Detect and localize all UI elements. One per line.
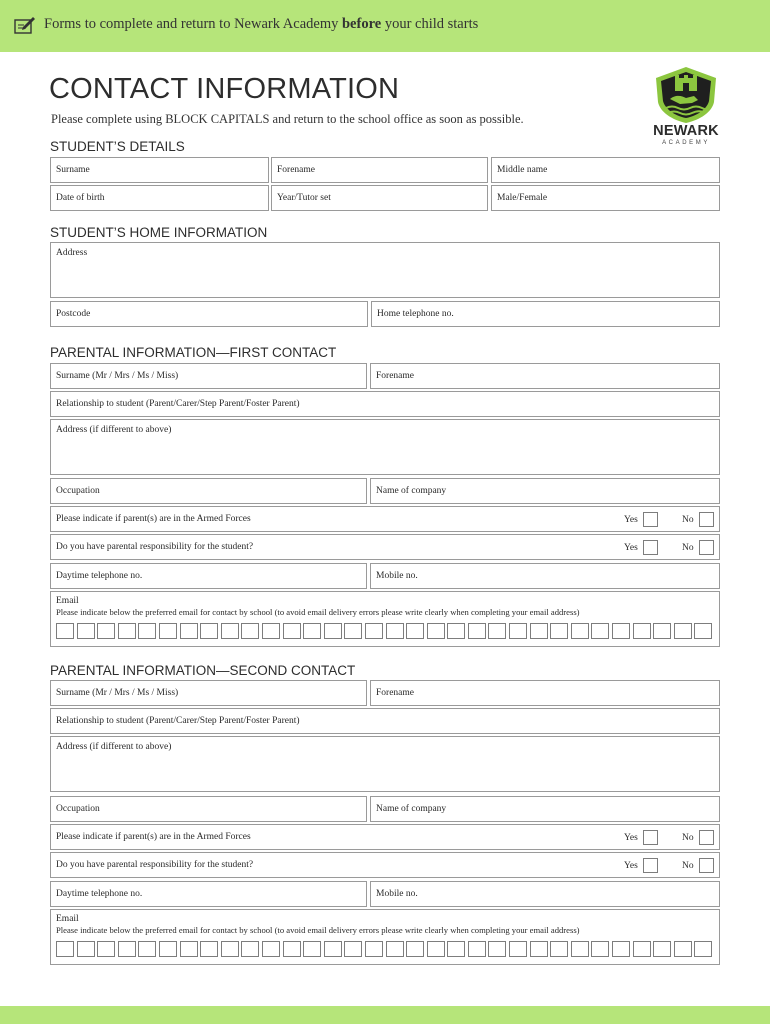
first-email-label: Email bbox=[56, 596, 79, 606]
student-forename-label: Forename bbox=[277, 165, 315, 175]
email-char-cell[interactable] bbox=[56, 941, 74, 957]
email-char-cell[interactable] bbox=[468, 623, 486, 639]
first-daytime-tel-field[interactable] bbox=[50, 563, 367, 589]
first-armed-forces-no-checkbox[interactable] bbox=[699, 512, 714, 527]
second-responsibility-label: Do you have parental responsibility for the student? bbox=[56, 860, 254, 870]
second-daytime-tel-label: Daytime telephone no. bbox=[56, 889, 143, 899]
email-char-cell[interactable] bbox=[612, 623, 630, 639]
email-char-cell[interactable] bbox=[303, 941, 321, 957]
logo-wordmark: NEWARK bbox=[653, 123, 719, 139]
email-char-cell[interactable] bbox=[509, 623, 527, 639]
home-postcode-label: Postcode bbox=[56, 309, 91, 319]
home-address-field[interactable] bbox=[50, 242, 720, 298]
email-char-cell[interactable] bbox=[221, 623, 239, 639]
second-armed-forces-label: Please indicate if parent(s) are in the Armed Forces bbox=[56, 832, 251, 842]
email-char-cell[interactable] bbox=[97, 941, 115, 957]
second-forename-field[interactable] bbox=[370, 680, 720, 706]
first-occupation-field[interactable] bbox=[50, 478, 367, 504]
email-char-cell[interactable] bbox=[591, 623, 609, 639]
first-armed-forces-row bbox=[50, 506, 720, 532]
second-email-hint: Please indicate below the preferred email for contact by school (to avoid email delivery errors please write clearly when completing your email address) bbox=[56, 925, 580, 935]
email-char-cell[interactable] bbox=[180, 941, 198, 957]
yes-label: Yes bbox=[624, 543, 638, 553]
first-occupation-label: Occupation bbox=[56, 486, 100, 496]
email-char-cell[interactable] bbox=[344, 941, 362, 957]
home-postcode-field[interactable] bbox=[50, 301, 368, 327]
no-label: No bbox=[682, 515, 694, 525]
second-company-label: Name of company bbox=[376, 804, 447, 814]
email-char-cell[interactable] bbox=[344, 623, 362, 639]
email-char-cell[interactable] bbox=[591, 941, 609, 957]
email-char-cell[interactable] bbox=[653, 941, 671, 957]
student-forename-field[interactable] bbox=[271, 157, 488, 183]
second-armed-forces-row bbox=[50, 824, 720, 850]
second-address-field[interactable] bbox=[50, 736, 720, 792]
email-char-cell[interactable] bbox=[386, 623, 404, 639]
second-relationship-field[interactable] bbox=[50, 708, 720, 734]
first-daytime-tel-label: Daytime telephone no. bbox=[56, 571, 143, 581]
email-char-cell[interactable] bbox=[200, 941, 218, 957]
email-char-cell[interactable] bbox=[447, 941, 465, 957]
email-char-cell[interactable] bbox=[612, 941, 630, 957]
email-char-cell[interactable] bbox=[509, 941, 527, 957]
email-char-cell[interactable] bbox=[324, 941, 342, 957]
email-char-cell[interactable] bbox=[386, 941, 404, 957]
student-surname-field[interactable] bbox=[50, 157, 269, 183]
email-char-cell[interactable] bbox=[262, 623, 280, 639]
shield-icon bbox=[650, 66, 722, 124]
second-contact-heading: PARENTAL INFORMATION—SECOND CONTACT bbox=[50, 663, 356, 678]
first-relationship-field[interactable] bbox=[50, 391, 720, 417]
second-relationship-label: Relationship to student (Parent/Carer/Step Parent/Foster Parent) bbox=[56, 716, 300, 726]
email-char-cell[interactable] bbox=[550, 623, 568, 639]
home-address-label: Address bbox=[56, 248, 88, 258]
second-responsibility-yes-checkbox[interactable] bbox=[643, 858, 658, 873]
email-char-cell[interactable] bbox=[283, 941, 301, 957]
yes-label: Yes bbox=[624, 833, 638, 843]
second-company-field[interactable] bbox=[370, 796, 720, 822]
second-armed-forces-yes-checkbox[interactable] bbox=[643, 830, 658, 845]
first-mobile-field[interactable] bbox=[370, 563, 720, 589]
home-telephone-field[interactable] bbox=[371, 301, 720, 327]
first-armed-forces-label: Please indicate if parent(s) are in the Armed Forces bbox=[56, 514, 251, 524]
email-char-cell[interactable] bbox=[674, 623, 692, 639]
email-char-cell[interactable] bbox=[241, 623, 259, 639]
email-char-cell[interactable] bbox=[221, 941, 239, 957]
second-surname-field[interactable] bbox=[50, 680, 367, 706]
second-surname-label: Surname (Mr / Mrs / Ms / Miss) bbox=[56, 688, 179, 698]
email-char-cell[interactable] bbox=[365, 623, 383, 639]
first-relationship-label: Relationship to student (Parent/Carer/Step Parent/Foster Parent) bbox=[56, 399, 300, 409]
student-middle-name-field[interactable] bbox=[491, 157, 720, 183]
second-forename-label: Forename bbox=[376, 688, 414, 698]
first-surname-label: Surname (Mr / Mrs / Ms / Miss) bbox=[56, 371, 179, 381]
email-char-cell[interactable] bbox=[653, 623, 671, 639]
email-char-cell[interactable] bbox=[77, 623, 95, 639]
email-char-cell[interactable] bbox=[138, 623, 156, 639]
form-pen-icon bbox=[14, 15, 36, 35]
first-responsibility-yes-checkbox[interactable] bbox=[643, 540, 658, 555]
student-year-label: Year/Tutor set bbox=[277, 193, 331, 203]
second-responsibility-row bbox=[50, 852, 720, 878]
second-armed-forces-no-checkbox[interactable] bbox=[699, 830, 714, 845]
email-char-cell[interactable] bbox=[530, 941, 548, 957]
student-gender-label: Male/Female bbox=[497, 193, 548, 203]
second-occupation-field[interactable] bbox=[50, 796, 367, 822]
first-address-label: Address (if different to above) bbox=[56, 425, 172, 435]
second-mobile-label: Mobile no. bbox=[376, 889, 418, 899]
first-email-section bbox=[50, 591, 720, 647]
first-email-cells[interactable] bbox=[56, 623, 715, 639]
first-armed-forces-yes-checkbox[interactable] bbox=[643, 512, 658, 527]
first-responsibility-no-checkbox[interactable] bbox=[699, 540, 714, 555]
email-char-cell[interactable] bbox=[633, 941, 651, 957]
first-company-field[interactable] bbox=[370, 478, 720, 504]
student-surname-label: Surname bbox=[56, 165, 90, 175]
email-char-cell[interactable] bbox=[262, 941, 280, 957]
first-responsibility-row bbox=[50, 534, 720, 560]
header-title: Forms to complete and return to Newark Academy before your child starts bbox=[44, 16, 479, 32]
first-mobile-label: Mobile no. bbox=[376, 571, 418, 581]
email-char-cell[interactable] bbox=[571, 623, 589, 639]
second-occupation-label: Occupation bbox=[56, 804, 100, 814]
second-mobile-field[interactable] bbox=[370, 881, 720, 907]
newark-academy-logo bbox=[650, 66, 725, 152]
home-telephone-label: Home telephone no. bbox=[377, 309, 454, 319]
email-char-cell[interactable] bbox=[447, 623, 465, 639]
email-char-cell[interactable] bbox=[324, 623, 342, 639]
email-char-cell[interactable] bbox=[488, 623, 506, 639]
footer-bar bbox=[0, 1006, 770, 1024]
email-char-cell[interactable] bbox=[427, 941, 445, 957]
first-email-hint: Please indicate below the preferred email for contact by school (to avoid email delivery errors please write clearly when completing your email address) bbox=[56, 607, 580, 617]
email-char-cell[interactable] bbox=[77, 941, 95, 957]
email-char-cell[interactable] bbox=[694, 623, 712, 639]
student-dob-label: Date of birth bbox=[56, 193, 105, 203]
first-address-field[interactable] bbox=[50, 419, 720, 475]
email-char-cell[interactable] bbox=[427, 623, 445, 639]
first-surname-field[interactable] bbox=[50, 363, 367, 389]
student-gender-field[interactable] bbox=[491, 185, 720, 211]
email-char-cell[interactable] bbox=[97, 623, 115, 639]
student-middle-name-label: Middle name bbox=[497, 165, 548, 175]
email-char-cell[interactable] bbox=[633, 623, 651, 639]
second-email-section bbox=[50, 909, 720, 965]
no-label: No bbox=[682, 861, 694, 871]
email-char-cell[interactable] bbox=[365, 941, 383, 957]
home-info-heading: STUDENT’S HOME INFORMATION bbox=[50, 225, 268, 240]
email-char-cell[interactable] bbox=[118, 941, 136, 957]
email-char-cell[interactable] bbox=[674, 941, 692, 957]
first-forename-field[interactable] bbox=[370, 363, 720, 389]
email-char-cell[interactable] bbox=[200, 623, 218, 639]
email-char-cell[interactable] bbox=[283, 623, 301, 639]
email-char-cell[interactable] bbox=[159, 941, 177, 957]
email-char-cell[interactable] bbox=[468, 941, 486, 957]
email-char-cell[interactable] bbox=[241, 941, 259, 957]
yes-label: Yes bbox=[624, 861, 638, 871]
first-forename-label: Forename bbox=[376, 371, 414, 381]
email-char-cell[interactable] bbox=[56, 623, 74, 639]
email-char-cell[interactable] bbox=[488, 941, 506, 957]
no-label: No bbox=[682, 833, 694, 843]
email-char-cell[interactable] bbox=[138, 941, 156, 957]
email-char-cell[interactable] bbox=[694, 941, 712, 957]
email-char-cell[interactable] bbox=[118, 623, 136, 639]
email-char-cell[interactable] bbox=[571, 941, 589, 957]
email-char-cell[interactable] bbox=[406, 623, 424, 639]
first-company-label: Name of company bbox=[376, 486, 447, 496]
second-address-label: Address (if different to above) bbox=[56, 742, 172, 752]
yes-label: Yes bbox=[624, 515, 638, 525]
first-contact-heading: PARENTAL INFORMATION—FIRST CONTACT bbox=[50, 345, 337, 360]
header-bar bbox=[0, 0, 770, 52]
student-details-heading: STUDENT’S DETAILS bbox=[50, 139, 185, 154]
student-year-field[interactable] bbox=[271, 185, 488, 211]
email-char-cell[interactable] bbox=[303, 623, 321, 639]
page-subtitle: Please complete using BLOCK CAPITALS and return to the school office as soon as possible. bbox=[51, 112, 524, 126]
email-char-cell[interactable] bbox=[530, 623, 548, 639]
second-email-cells[interactable] bbox=[56, 941, 715, 957]
second-responsibility-no-checkbox[interactable] bbox=[699, 858, 714, 873]
email-char-cell[interactable] bbox=[406, 941, 424, 957]
student-dob-field[interactable] bbox=[50, 185, 269, 211]
email-char-cell[interactable] bbox=[550, 941, 568, 957]
email-char-cell[interactable] bbox=[159, 623, 177, 639]
no-label: No bbox=[682, 543, 694, 553]
second-email-label: Email bbox=[56, 914, 79, 924]
second-daytime-tel-field[interactable] bbox=[50, 881, 367, 907]
logo-subtitle: ACADEMY bbox=[662, 140, 710, 146]
email-char-cell[interactable] bbox=[180, 623, 198, 639]
page-title: CONTACT INFORMATION bbox=[49, 73, 400, 105]
first-responsibility-label: Do you have parental responsibility for the student? bbox=[56, 542, 254, 552]
